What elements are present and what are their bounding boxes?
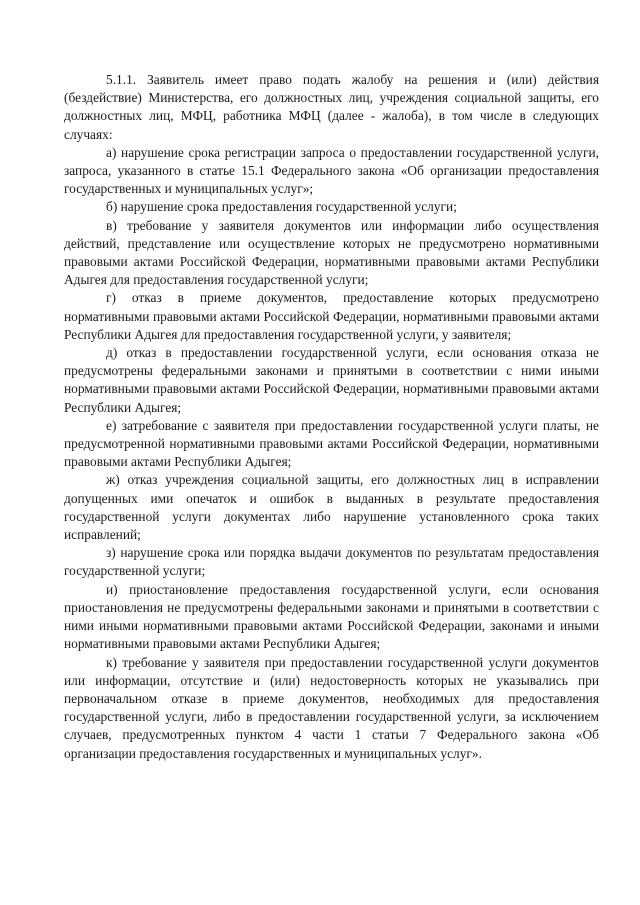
list-item-e: е) затребование с заявителя при предоставлении государственной услуги платы, не предусмотренной нормативными правовыми актами Российской Федерации, нормативными правовыми актами Республики Адыгея;: [64, 417, 599, 470]
document-page: [64, 71, 599, 763]
list-item-z: з) нарушение срока или порядка выдачи документов по результатам предоставления государственной услуги;: [64, 545, 599, 579]
list-item-a: а) нарушение срока регистрации запроса о предоставлении государственной услуги, запроса, указанного в статье 15.1 Федерального закона «Об организации предоставления государственных и муниципальных услуг»;: [64, 144, 599, 197]
list-item-v: в) требование у заявителя документов или информации либо осуществления действий, представление или осуществление которых не предусмотрено нормативными правовыми актами Российской Федерации, нормативными правовыми актами Республики Адыгея для предоставления государственной услуги;: [64, 217, 599, 288]
list-item-k: к) требование у заявителя при предоставлении государственной услуги документов или информации, отсутствие и (или) недостоверность которых не указывались при первоначальном отказе в приеме документов, необходимых для предоставления государственной услуги, либо в предоставлении государственной услуги, за исключением случаев, предусмотренных пунктом 4 части 1 статьи 7 Федерального закона «Об организации предоставления государственных и муниципальных услуг».: [64, 654, 599, 761]
list-item-b: б) нарушение срока предоставления государственной услуги;: [106, 199, 457, 215]
list-item-g: г) отказ в приеме документов, предоставление которых предусмотрено нормативными правовыми актами Российской Федерации, нормативными правовыми актами Республики Адыгея для предоставления государственной услуги, у заявителя;: [64, 290, 599, 342]
section-5-1-1-intro: 5.1.1. Заявитель имеет право подать жалобу на решения и (или) действия (бездействие) Министерства, его должностных лиц, учреждения социальной защиты, его должностных лиц, МФЦ, работника МФЦ (далее - жалоба), в том числе в следующих случаях:: [64, 72, 599, 142]
list-item-zh: ж) отказ учреждения социальной защиты, его должностных лиц в исправлении допущенных ими опечаток и ошибок в выданных в результате предоставления государственной услуги документах либо нарушение установленного срока таких исправлений;: [64, 472, 599, 543]
list-item-d: д) отказ в предоставлении государственной услуги, если основания отказа не предусмотрены федеральными законами и принятыми в соответствии с ними иными нормативными правовыми актами Российской Федерации, нормативными правовыми актами Республики Адыгея;: [64, 345, 599, 415]
list-item-i: и) приостановление предоставления государственной услуги, если основания приостановления не предусмотрены федеральными законами и принятыми в соответствии с ними иными нормативными правовыми актами Российской Федерации, законами и иными нормативными правовыми актами Республики Адыгея;: [64, 581, 599, 652]
